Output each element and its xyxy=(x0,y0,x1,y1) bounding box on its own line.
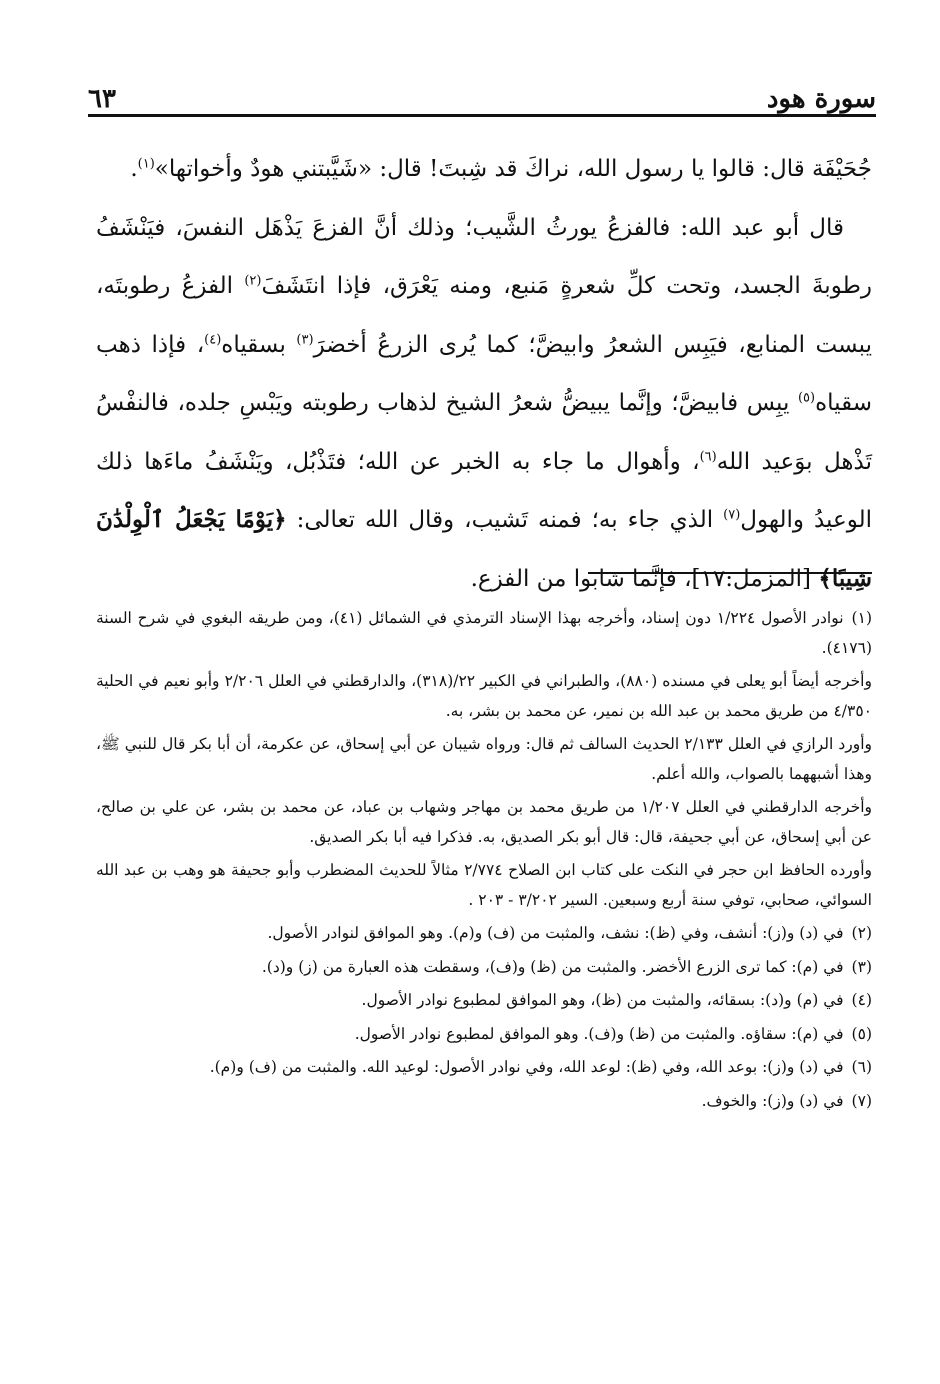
footnote-1-continued-c xyxy=(96,730,872,789)
paragraph-1-end: . xyxy=(130,156,138,182)
paragraph-2-part-e: يبِس فابيضَّ؛ وإنَّما يبيضُّ شعرُ الشيخ لذهاب رطوبته ويَبْسِ جلده، فالنفْسُ تَذْهل بوَعيد الله xyxy=(96,390,872,475)
footnote-separator xyxy=(588,572,872,574)
paragraph-2-part-d: ، فإذا ذهب سقياه xyxy=(96,331,872,416)
footnote-1-text-b: وأخرجه أيضاً أبو يعلى في مسنده (٨٨٠)، والطبراني في الكبير ٢٢/(٣١٨)، والدارقطني في العلل ٢/٢٠٦ وأبو نعيم في الحلية ٤/٣٥٠ من طريق محمد بن عبد الله بن نمير، عن محمد بن بشر، به. xyxy=(96,672,872,720)
surah-title: سورة هود xyxy=(766,84,876,114)
footnote-4 xyxy=(96,986,872,1016)
footnote-2-number: (٢) xyxy=(851,924,872,942)
footnote-1-number: (١) xyxy=(851,609,872,627)
paragraph-2-part-g: الذي جاء به؛ فمنه تَشيب، وقال الله تعالى: xyxy=(286,507,724,533)
footnote-6-number: (٦) xyxy=(851,1058,872,1076)
footnotes xyxy=(96,604,872,1120)
footnote-ref-6[interactable]: (٦) xyxy=(699,448,717,464)
quran-verse: ﴿يَوْمًا يَجْعَلُ ٱلْوِلْدَٰنَ شِيبًا﴾ xyxy=(96,506,872,592)
page-number: ٦٣ xyxy=(88,84,116,114)
paragraph-2-part-f: ، وأهوال ما جاء به الخبر عن الله؛ فتَذْبُل، ويَنْشَفُ ماءَها ذلك الوعيدُ والهول xyxy=(96,448,872,533)
paragraph-2-part-b: الفزعُ رطوبتَه، يبست المنابع، فيَبِس الشعرُ وابيضَّ؛ كما يُرى الزرعُ أخضرَ xyxy=(96,273,872,358)
footnote-7-number: (٧) xyxy=(851,1091,872,1110)
footnote-3-number: (٣) xyxy=(851,957,872,976)
footnote-1 xyxy=(96,604,872,663)
paragraph-1-text: جُحَيْفَة قال: قالوا يا رسول الله، نراكَ قد شِبتَ! قال: «شَيَّبتني هودٌ وأخواتها» xyxy=(154,156,872,182)
footnote-5-text: في (م): سقاؤه. والمثبت من (ظ) و(ف). وهو الموافق لمطبوع نوادر الأصول. xyxy=(354,1024,844,1043)
footnote-1-text-e: وأورده الحافظ ابن حجر في النكت على كتاب ابن الصلاح ٢/٧٧٤ مثالاً للحديث المضطرب وأبو جحيفة هو وهب بن عبد الله السوائي، صحابي، توفي سنة أربع وسبعين. السير ٣/٢٠٢ - ٢٠٣ . xyxy=(96,861,872,909)
footnote-1-text-a: نوادر الأصول ١/٢٢٤ دون إسناد، وأخرجه بهذا الإسناد الترمذي في الشمائل (٤١)، ومن طريقه البغوي في شرح السنة (٤١٧٦). xyxy=(96,609,872,657)
paragraph-2-part-c: بسقياه xyxy=(221,331,297,358)
footnote-2 xyxy=(96,919,872,949)
paragraph-1 xyxy=(96,140,872,199)
footnote-5-number: (٥) xyxy=(851,1024,872,1043)
footnote-7-text: في (د) و(ز): والخوف. xyxy=(701,1091,844,1110)
footnote-1-text-d: وأخرجه الدارقطني في العلل ١/٢٠٧ من طريق محمد بن مهاجر وشهاب بن عباد، عن محمد بن بشر، عن علي بن صالح، عن أبي إسحاق، عن أبي جحيفة، قال: قال أبو بكر الصديق، به. فذكرا فيه أبا بكر الصديق. xyxy=(96,798,872,846)
paragraph-2 xyxy=(96,199,872,609)
footnote-ref-2[interactable]: (٢) xyxy=(244,273,262,289)
footnote-ref-7[interactable]: (٧) xyxy=(723,507,741,523)
footnote-5 xyxy=(96,1020,872,1050)
footnote-ref-3[interactable]: (٣) xyxy=(296,331,314,347)
footnote-1-continued-d xyxy=(96,793,872,852)
footnote-4-number: (٤) xyxy=(851,991,872,1009)
footnote-2-text: في (د) و(ز): أنشف، وفي (ظ): نشف، والمثبت من (ف) و(م). وهو الموافق لنوادر الأصول. xyxy=(267,924,844,942)
footnote-6-text: في (د) و(ز): بوعد الله، وفي (ظ): لوعد الله، وفي نوادر الأصول: لوعيد الله. والمثبت من (ف) و(م). xyxy=(209,1058,844,1076)
footnote-6 xyxy=(96,1053,872,1083)
main-text xyxy=(96,140,872,608)
footnote-3 xyxy=(96,953,872,983)
page-header xyxy=(88,70,876,114)
footnote-3-text: في (م): كما ترى الزرع الأخضر. والمثبت من (ظ) و(ف)، وسقطت هذه العبارة من (ز) و(د). xyxy=(261,957,844,976)
header-rule xyxy=(88,114,876,117)
footnote-ref-1[interactable]: (١) xyxy=(137,156,155,172)
footnote-7 xyxy=(96,1087,872,1117)
footnote-1-continued-b xyxy=(96,667,872,726)
footnote-4-text: في (م) و(د): بسقائه، والمثبت من (ظ)، وهو الموافق لمطبوع نوادر الأصول. xyxy=(361,991,844,1009)
paragraph-2-part-h: [المزمل:١٧]، فإنَّما شابوا من الفزع. xyxy=(470,565,819,592)
footnote-ref-5[interactable]: (٥) xyxy=(797,390,816,406)
paragraph-2-part-a: قال أبو عبد الله: فالفزعُ يورثُ الشَّيب؛ وذلك أنَّ الفزعَ يَذْهَل النفسَ، فيَنْشَفُ رطوبةَ الجسد، وتحت كلِّ شعرةٍ مَنبع، ومنه يَعْرَق، فإذا انتَشَفَ xyxy=(96,214,872,299)
footnote-1-continued-e xyxy=(96,856,872,915)
footnote-ref-4[interactable]: (٤) xyxy=(204,331,222,347)
footnote-1-text-c: وأورد الرازي في العلل ٢/١٣٣ الحديث السالف ثم قال: ورواه شيبان عن أبي إسحاق، عن عكرمة، أن أبا بكر قال للنبي ﷺ، وهذا أشبههما بالصواب، والله أعلم. xyxy=(96,735,872,783)
